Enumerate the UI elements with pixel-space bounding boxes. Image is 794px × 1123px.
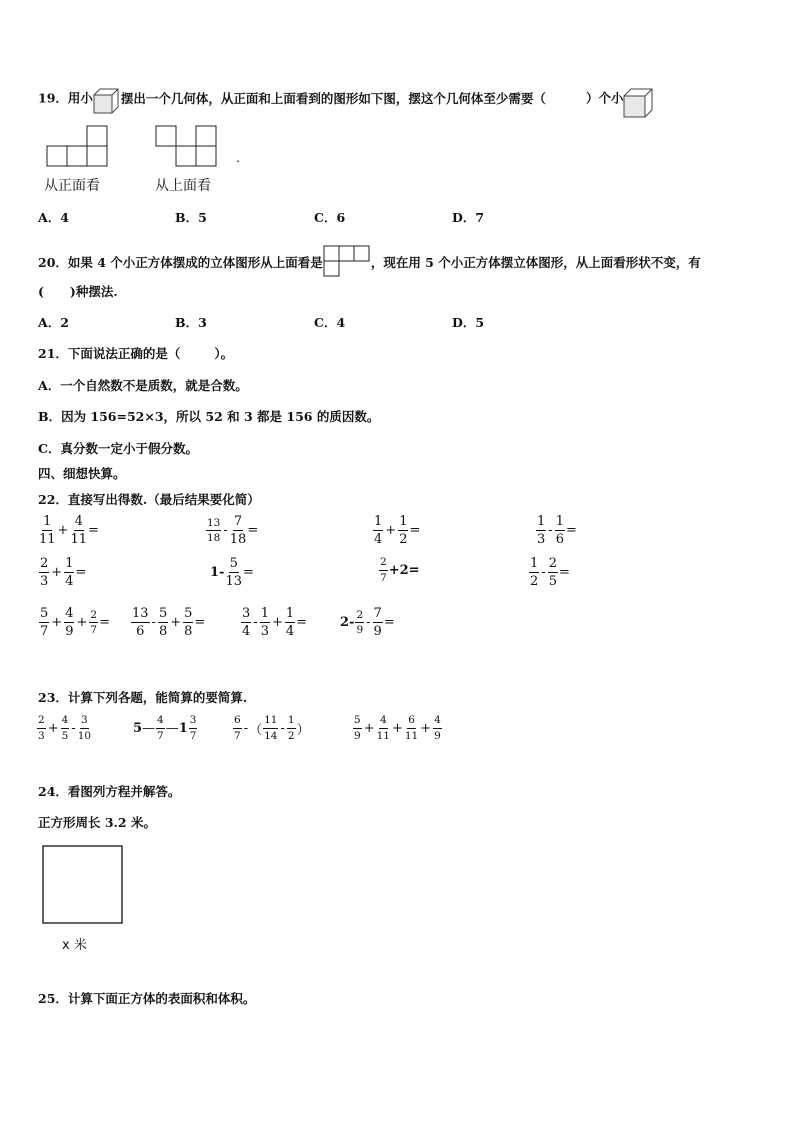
section-heading: 四、细想快算。	[38, 466, 126, 481]
q22-number: 22．	[38, 492, 68, 507]
q24-square-diagram	[42, 845, 124, 925]
q25-number: 25．	[38, 991, 68, 1006]
q19-front-view-diagram	[46, 125, 110, 167]
q22-expr-7: $\frac{2}{7}$ +2=	[380, 556, 420, 584]
q20-option-b[interactable]: B．3	[175, 315, 207, 330]
q21-number: 21．	[38, 346, 68, 361]
q23-expr-1: $\frac{2}{3}$ + $\frac{4}{5}$ - $\frac{3}{10}$	[38, 714, 92, 742]
q20-option-d[interactable]: D．5	[452, 315, 485, 330]
q19-number: 19．	[38, 90, 68, 106]
q21-option-b[interactable]: B．因为 156=52×3，所以 52 和 3 都是 156 的质因数。	[38, 409, 380, 424]
q21-option-c[interactable]: C．真分数一定小于假分数。	[38, 441, 198, 456]
q22-expr-6: 1- $\frac{5}{13}$ =	[210, 556, 254, 589]
q25-stem: 25．计算下面正方体的表面积和体积。	[38, 991, 256, 1006]
q19-top-caption: 从上面看	[155, 178, 211, 194]
q20-number: 20．	[38, 255, 68, 270]
q20-option-c[interactable]: C．4	[314, 315, 346, 330]
small-cube-icon	[623, 88, 645, 110]
q20-blank-line: ( )种摆法.	[38, 284, 118, 299]
q22-stem: 22．直接写出得数.（最后结果要化简）	[38, 492, 260, 507]
q22-expr-10: $\frac{13}{6}$ - $\frac{5}{8}$ + $\frac{5}{8}$ =	[132, 606, 206, 639]
q22-expr-1: $\frac{1}{11}$ + $\frac{4}{11}$ =	[39, 514, 99, 547]
q22-expr-4: $\frac{1}{3}$ - $\frac{1}{6}$ =	[537, 514, 577, 547]
q20-stem: 20．如果 4 个小正方体摆成的立体图形从上面看是 ，现在用 5 个小正方体摆立体图形，从上面看形状不变，有	[38, 245, 701, 277]
q21-option-a[interactable]: A．一个自然数不是质数，就是合数。	[38, 378, 248, 393]
q19-option-d[interactable]: D．7	[452, 210, 485, 225]
q24-number: 24．	[38, 784, 68, 799]
q19-option-c[interactable]: C．6	[314, 210, 346, 225]
q23-expr-2: 5 — $\frac{4}{7}$ — 1 $\frac{3}{7}$	[133, 714, 197, 742]
q20-top-view-diagram	[323, 245, 371, 277]
q24-stem: 24．看图列方程并解答。	[38, 784, 181, 799]
q23-expr-3: $\frac{6}{7}$ - （ $\frac{11}{14}$ - $\frac{1}{2}$ ）	[234, 714, 310, 742]
q22-expr-3: $\frac{1}{4}$ + $\frac{1}{2}$ =	[374, 514, 421, 547]
q21-stem: 21．下面说法正确的是（ ）。	[38, 346, 234, 361]
q22-expr-11: $\frac{3}{4}$ - $\frac{1}{3}$ + $\frac{1}{4}$ =	[242, 606, 308, 639]
q19-stem: 19．用小 摆出一个几何体，从正面和上面看到的图形如下图，摆这个几何体至少需要（ ）个小	[38, 88, 645, 110]
small-cube-icon	[93, 88, 115, 110]
q22-expr-8: $\frac{1}{2}$ - $\frac{2}{5}$ =	[530, 556, 570, 589]
q22-expr-12: 2- $\frac{2}{9}$ - $\frac{7}{9}$ =	[340, 606, 395, 639]
q20-option-a[interactable]: A．2	[38, 315, 69, 330]
q24-perimeter-text: 正方形周长 3.2 米。	[38, 815, 156, 830]
q23-expr-4: $\frac{5}{9}$ + $\frac{4}{11}$ + $\frac{6}{11}$ + $\frac{4}{9}$	[354, 714, 441, 742]
q23-number: 23．	[38, 690, 68, 705]
q19-front-caption: 从正面看	[44, 178, 100, 194]
q19-option-b[interactable]: B．5	[175, 210, 207, 225]
q23-stem: 23．计算下列各题，能简算的要简算.	[38, 690, 248, 705]
q19-top-view-diagram	[155, 125, 219, 167]
q22-expr-2: $\frac{13}{18}$ - $\frac{7}{18}$ =	[207, 514, 259, 547]
q19-option-a[interactable]: A．4	[38, 210, 69, 225]
q19-period: .	[236, 150, 240, 165]
q22-expr-5: $\frac{2}{3}$ + $\frac{1}{4}$ =	[40, 556, 87, 589]
q24-side-label: x 米	[62, 938, 87, 953]
q22-expr-9: $\frac{5}{7}$ + $\frac{4}{9}$ + $\frac{2}{7}$ =	[40, 606, 110, 639]
